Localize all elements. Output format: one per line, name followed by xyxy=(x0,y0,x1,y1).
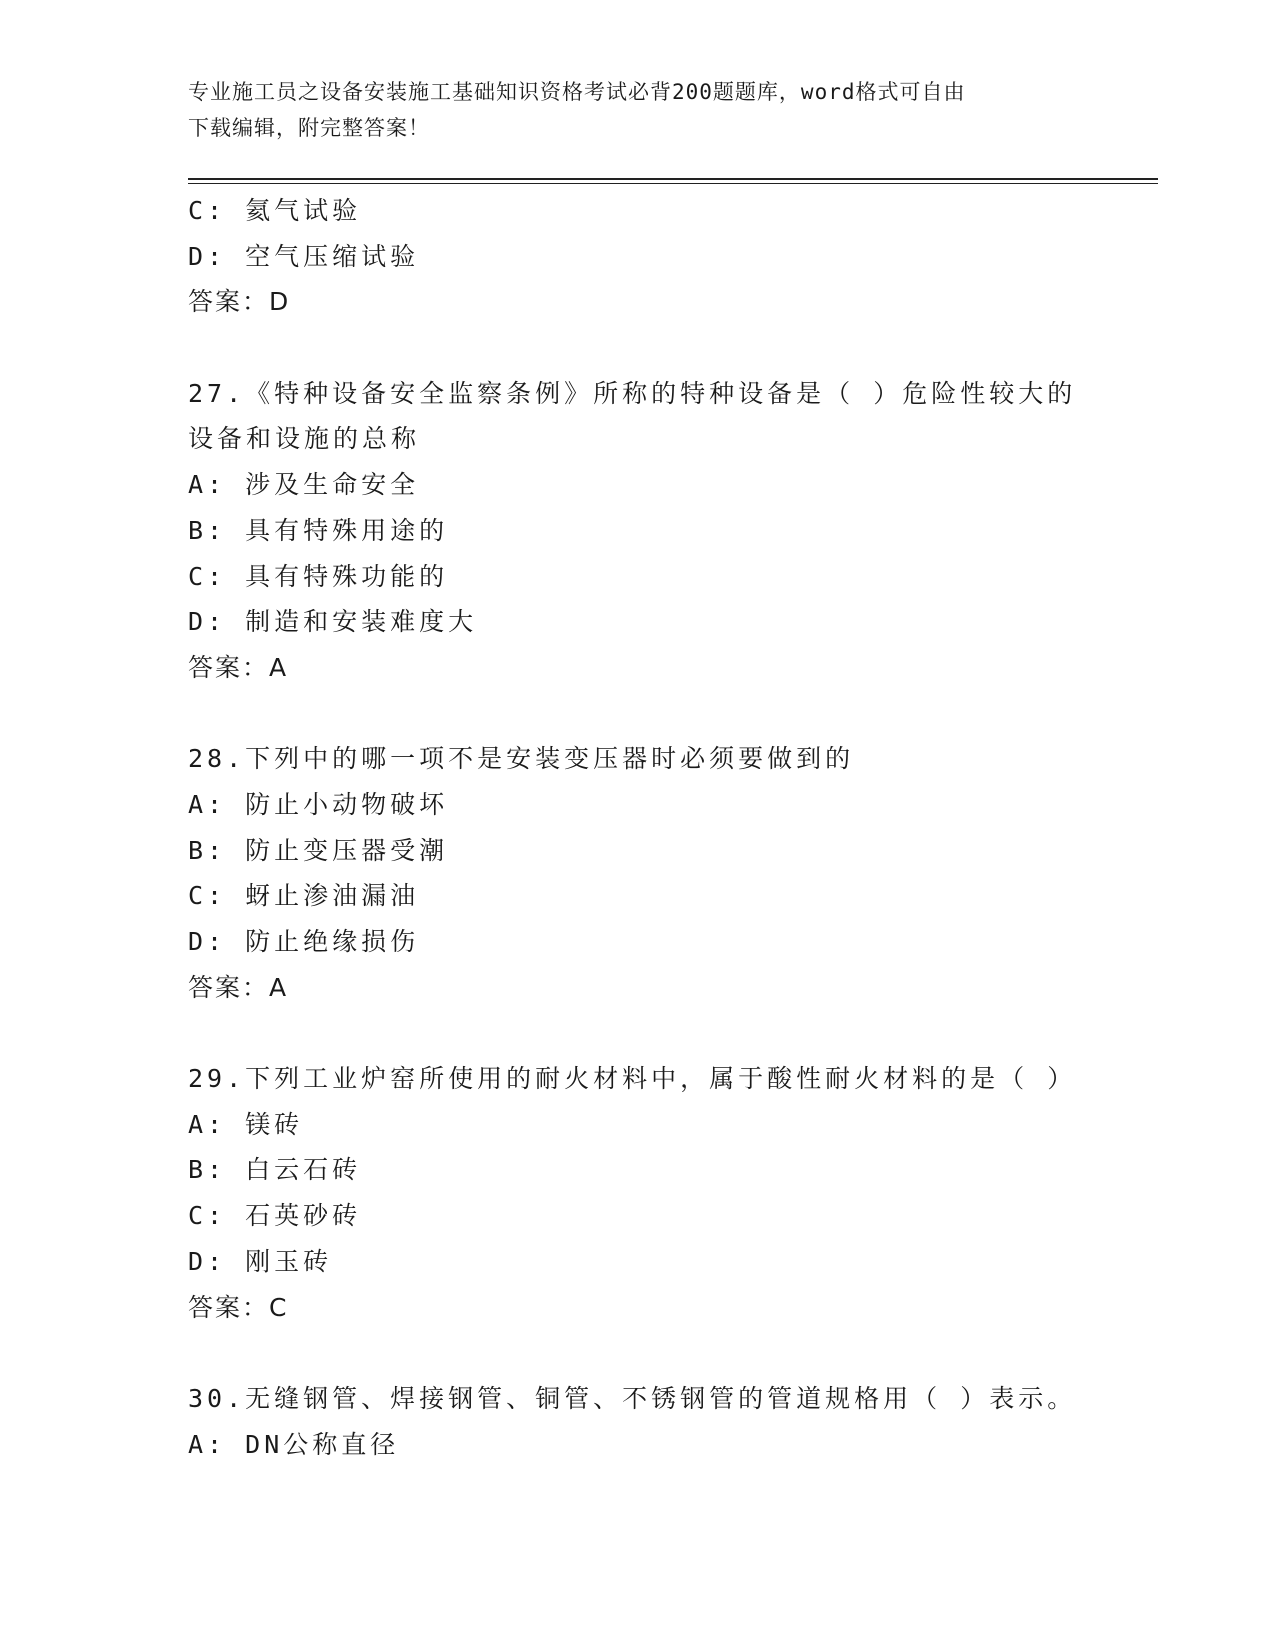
option-d: D: 刚玉砖 xyxy=(188,1246,333,1276)
spacer xyxy=(188,1010,1128,1056)
option-d: D: 空气压缩试验 xyxy=(188,241,420,271)
option-c: C: 蚜止渗油漏油 xyxy=(188,881,420,911)
option-d: D: 防止绝缘损伤 xyxy=(188,927,420,956)
answer-line: 答案：A xyxy=(188,972,289,1002)
option-a: A: 涉及生命安全 xyxy=(188,470,420,500)
option-a: A: DN公称直径 xyxy=(188,1429,400,1459)
option-c: C: 石英砂砖 xyxy=(188,1201,362,1231)
option-a: A: 防止小动物破坏 xyxy=(188,789,449,819)
question-list xyxy=(188,188,1128,1467)
header-divider xyxy=(188,178,1158,184)
question-stem: 27.《特种设备安全监察条例》所称的特种设备是（ ）危险性较大的 xyxy=(188,378,1077,408)
question-block-continued xyxy=(188,188,1128,325)
question-block-28 xyxy=(188,736,1128,1010)
spacer xyxy=(188,325,1128,371)
answer-line: 答案：A xyxy=(188,652,289,682)
question-block-29 xyxy=(188,1056,1128,1330)
option-c: C: 具有特殊功能的 xyxy=(188,561,449,591)
question-stem-continued: 设备和设施的总称 xyxy=(188,424,421,454)
answer-line: 答案：C xyxy=(188,1292,289,1322)
question-stem: 28.下列中的哪一项不是安装变压器时必须要做到的 xyxy=(188,744,855,774)
spacer xyxy=(188,1330,1128,1376)
option-a: A: 镁砖 xyxy=(188,1109,304,1139)
header-line-2: 下载编辑，附完整答案！ xyxy=(188,116,430,140)
header-line-1: 专业施工员之设备安装施工基础知识资格考试必背200题题库，word格式可自由 xyxy=(188,80,966,104)
option-c: C: 氦气试验 xyxy=(188,196,362,225)
answer-line: 答案：D xyxy=(188,287,291,317)
spacer xyxy=(188,691,1128,737)
option-b: B: 防止变压器受潮 xyxy=(188,835,449,865)
question-block-27 xyxy=(188,371,1128,691)
question-stem: 29.下列工业炉窑所使用的耐火材料中，属于酸性耐火材料的是（ ） xyxy=(188,1064,1077,1094)
question-block-30 xyxy=(188,1376,1128,1467)
option-b: B: 白云石砖 xyxy=(188,1155,362,1185)
option-b: B: 具有特殊用途的 xyxy=(188,515,449,545)
question-stem: 30.无缝钢管、焊接钢管、铜管、不锈钢管的管道规格用（ ）表示。 xyxy=(188,1383,1077,1413)
document-header xyxy=(188,74,1088,146)
option-d: D: 制造和安装难度大 xyxy=(188,607,478,637)
